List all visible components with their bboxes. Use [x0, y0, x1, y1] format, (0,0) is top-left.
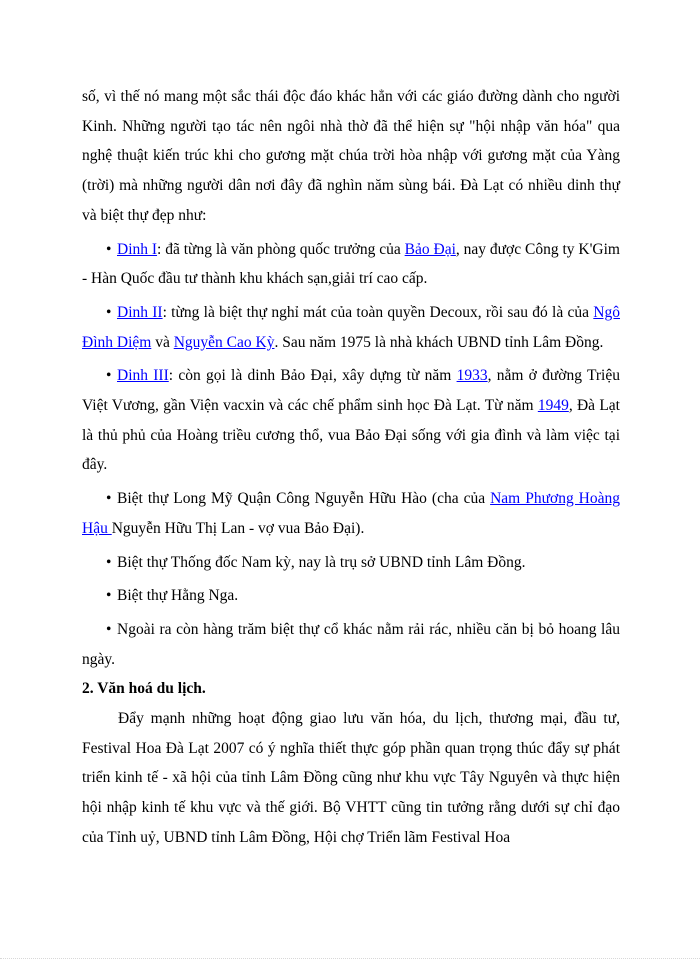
- bullet-text: , nằm ở đường Triệu Việt Vương, gần Viện vacxin và các chế phẩm sinh học Đà Lạt. Từ năm: [82, 367, 620, 415]
- bullet-item-dinh-3: [82, 361, 620, 480]
- bullet-text: Biệt thự Long Mỹ Quận Công Nguyễn Hữu Hào (cha của: [117, 490, 491, 508]
- link-dinh-2[interactable]: Dinh II: [117, 303, 163, 321]
- bullet-text: , Đà Lạt là thủ phủ của Hoàng triều cương thổ, vua Bảo Đại sống với gia đình và làm việc tại đây.: [82, 397, 620, 474]
- bullet-item-dinh-1: [82, 235, 620, 294]
- bullet-icon: •: [106, 490, 112, 508]
- section-paragraph: Đẩy mạnh những hoạt động giao lưu văn hóa, du lịch, thương mại, đầu tư, Festival Hoa Đà Lạt 2007 có ý nghĩa thiết thực góp phần quan trọng thúc đẩy sự phát triển kinh tế - xã hội của tỉnh Lâm Đồng cũng như khu vực Tây Nguyên và thực hiện hội nhập kinh tế khu vực và thế giới. Bộ VHTT cũng tin tưởng rằng dưới sự chỉ đạo của Tỉnh uỷ, UBND tỉnh Lâm Đồng, Hội chợ Triển lãm Festival Hoa: [82, 710, 620, 846]
- link-year-1933[interactable]: 1933: [456, 367, 488, 385]
- bullet-item-other-villas: [82, 615, 620, 674]
- bullet-text: : còn gọi là dinh Bảo Đại, xây dựng từ năm: [168, 367, 457, 385]
- bullet-item-long-my: [82, 484, 620, 543]
- bullet-icon: •: [106, 620, 112, 638]
- bullet-text: : đã từng là văn phòng quốc trưởng của: [157, 240, 405, 258]
- link-year-1949[interactable]: 1949: [537, 397, 569, 415]
- bullet-icon: •: [106, 587, 112, 605]
- bullet-text: , nay được Công ty K'Gim - Hàn Quốc đầu tư thành khu khách sạn,giải trí cao cấp.: [82, 240, 620, 288]
- link-nam-phuong-hoang-hau[interactable]: Nam Phương Hoàng Hậu: [82, 490, 621, 537]
- bullet-icon: •: [106, 553, 112, 571]
- link-dinh-3[interactable]: Dinh III: [117, 367, 169, 385]
- bullet-icon: •: [106, 303, 112, 321]
- link-bao-dai[interactable]: Bảo Đại: [404, 240, 456, 258]
- bullet-item-hang-nga: [82, 581, 620, 611]
- bullet-icon: •: [106, 367, 112, 385]
- bullet-text: Biệt thự Thống đốc Nam kỳ, nay là trụ sở UBND tỉnh Lâm Đồng.: [117, 553, 526, 571]
- intro-paragraph: số, vì thế nó mang một sắc thái độc đáo khác hẳn với các giáo đường dành cho người Kinh. Những người tạo tác nên ngôi nhà thờ đã thể hiện sự "hội nhập văn hóa" qua nghệ thuật kiến trúc khi cho gương mặt chúa trời hòa nhập với gương mặt của Yàng (trời) mà những người dân nơi đây đã nghìn năm sùng bái. Đà Lạt có nhiều dinh thự và biệt thự đẹp như:: [82, 88, 620, 224]
- link-nguyen-cao-ky[interactable]: Nguyễn Cao Kỳ: [173, 333, 275, 351]
- bullet-item-dinh-2: [82, 298, 620, 357]
- link-dinh-1[interactable]: Dinh I: [117, 240, 158, 258]
- bullet-text: Biệt thự Hằng Nga.: [117, 587, 239, 605]
- bullet-text: và: [151, 333, 174, 351]
- bullet-icon: •: [106, 240, 112, 258]
- link-ngo-dinh-diem[interactable]: Ngô Đình Diệm: [82, 303, 620, 351]
- bullet-text: Ngoài ra còn hàng trăm biệt thự cổ khác nằm rải rác, nhiều căn bị bỏ hoang lâu ngày.: [82, 620, 620, 668]
- page-bottom-divider: [0, 958, 700, 959]
- document-page: [82, 82, 620, 853]
- bullet-text: Nguyễn Hữu Thị Lan - vợ vua Bảo Đại).: [111, 519, 365, 537]
- bullet-item-thong-doc: [82, 548, 620, 578]
- bullet-text: : từng là biệt thự nghỉ mát của toàn quyền Decoux, rồi sau đó là của: [162, 303, 594, 321]
- bullet-text: . Sau năm 1975 là nhà khách UBND tỉnh Lâm Đồng.: [274, 333, 604, 351]
- section-heading: 2. Văn hoá du lịch.: [82, 680, 206, 698]
